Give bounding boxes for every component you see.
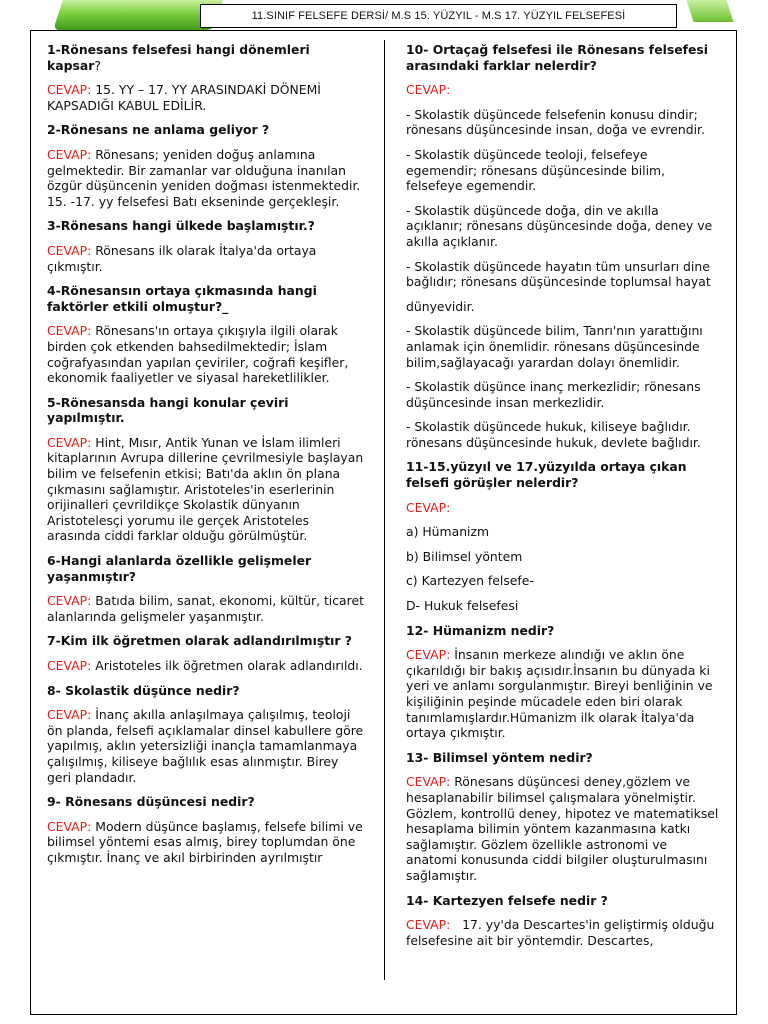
- difference-item: dünyevidir.: [406, 298, 475, 314]
- question-11: 11-15.yüzyıl ve 17.yüzyılda ortaya çıkan felsefi görüşler nelerdir?: [406, 459, 687, 491]
- column-divider: [384, 40, 385, 980]
- decorative-ribbon: [53, 0, 223, 30]
- view-item: a) Hümanizm: [406, 524, 490, 540]
- question-2: 2-Rönesans ne anlama geliyor ?: [47, 122, 270, 138]
- answer-14: CEVAP: 17. yy'da Descartes'in geliştirmiş olduğu felsefesine ait bir yöntemdir. Descartes,: [406, 917, 719, 948]
- answer-7: CEVAP: Aristoteles ilk öğretmen olarak adlandırıldı.: [47, 658, 363, 673]
- answer-3: CEVAP: Rönesans ilk olarak İtalya'da ortaya çıkmıştır.: [47, 242, 317, 274]
- answer-6: CEVAP: Batıda bilim, sanat, ekonomi, kültür, ticaret alanlarında gelişmeler yaşanmıştır.: [47, 593, 364, 624]
- difference-item: - Skolastik düşünce inanç merkezlidir; rönesans düşüncesinde insan merkezlidir.: [406, 379, 701, 410]
- view-item: c) Kartezyen felsefe-: [406, 573, 534, 589]
- view-item: D- Hukuk felsefesi: [406, 598, 519, 614]
- left-column: [47, 42, 365, 875]
- difference-item: - Skolastik düşüncede bilim, Tanrı'nın yarattığını anlamak için önemlidir. rönesans düşüncesinde bilim,sağlayacağı yarardan dolayı önemlidir.: [406, 323, 703, 370]
- difference-item: - Skolastik düşüncede doğa, din ve akılla açıklanır; rönesans düşüncesinde doğa, deney ve akılla açıklanır.: [406, 202, 713, 249]
- answer-5: CEVAP: Hint, Mısır, Antik Yunan ve İslam ilimleri kitaplarının Avrupa dillerine çevrilmesiyle başlayan bilim ve felsefenin etkisi; Batı'da aklın ön plana çıkmasını sağlamıştır. Aristoteles'in eserlerinin orijinalleri çevrildikçe Skolastik dünyanın Aristotelesçi yorumu ile gerçek Aristoteles arasında ciddi farklar olduğu görülmüştür.: [47, 434, 364, 544]
- question-12: 12- Hümanizm nedir?: [406, 622, 555, 638]
- right-column: [406, 42, 719, 957]
- answer-1: CEVAP: 15. YY – 17. YY ARASINDAKİ DÖNEMİ KAPSADIĞI KABUL EDİLİR.: [47, 82, 321, 113]
- question-3: 3-Rönesans hangi ülkede başlamıştır.?: [47, 218, 315, 234]
- question-6: 6-Hangi alanlarda özellikle gelişmeler yaşanmıştır?: [47, 553, 312, 584]
- question-8: 8- Skolastik düşünce nedir?: [47, 682, 240, 698]
- answer-9: CEVAP: Modern düşünce başlamış, felsefe bilimi ve bilimsel yöntemi esas almış, birey toplumdan öne çıkmıştır. İnanç ve akıl birbirinden ayrılmıştır: [47, 818, 363, 865]
- answer-12: CEVAP: İnsanın merkeze alındığı ve aklın öne çıkarıldığı bir bakış açısıdır.İnsanın bu dünyada ki yeri ve anlamı sorgulanmıştır. Bireyi benliğinin ve kişiliğinin peşinde mücadele eden biri olarak tanımlamışlardır.Hümanizm ilk olarak İtalya'da ortaya çıkmıştır.: [406, 647, 713, 741]
- question-9: 9- Rönesans düşüncesi nedir?: [47, 794, 255, 810]
- answer-8: CEVAP: İnanç akılla anlaşılmaya çalışılmış, teoloji ön planda, felsefi açıklamalar dinsel kabullere göre yapılmış, aklın yetersizliği inançla tamamlanmaya çalışılmış, kiliseye bağlılık esas alınmıştır. Birey geri plandadır.: [47, 707, 364, 785]
- difference-item: - Skolastik düşüncede hukuk, kiliseye bağlıdır. rönesans düşüncesinde hukuk, devlete bağlıdır.: [406, 419, 701, 450]
- cevap-label-11: CEVAP:: [406, 499, 451, 515]
- difference-item: - Skolastik düşüncede felsefenin konusu dindir; rönesans düşüncesinde insan, doğa ve evrendir.: [406, 106, 705, 138]
- question-10: 10- Ortaçağ felsefesi ile Rönesans felsefesi arasındaki farklar nelerdir?: [406, 42, 709, 73]
- answer-13: CEVAP: Rönesans düşüncesi deney,gözlem ve hesaplanabilir bilimsel çalışmalara yönelmiştir. Gözlem, kontrollü deney, hipotez ve matematiksel hesaplama bilimin yöntem kazanmasına katkı sağlamıştır. Gözlem özellikle astronomi ve anatomi konusunda ciddi bilgiler oluşturulmasını sağlamıştır.: [406, 774, 719, 883]
- question-14: 14- Kartezyen felsefe nedir ?: [406, 892, 608, 908]
- question-7: 7-Kim ilk öğretmen olarak adlandırılmıştır ?: [47, 633, 352, 649]
- decorative-ribbon-right: [686, 0, 733, 22]
- question-1: 1-Rönesans felsefesi hangi dönemleri kapsar?: [47, 42, 310, 73]
- cevap-label-10: CEVAP:: [406, 82, 451, 98]
- view-item: b) Bilimsel yöntem: [406, 548, 523, 564]
- page-title: 11.SINIF FELSEFE DERSİ/ M.S 15. YÜZYIL - M.S 17. YÜZYIL FELSEFESİ: [200, 4, 677, 28]
- question-13: 13- Bilimsel yöntem nedir?: [406, 749, 593, 765]
- answer-2: CEVAP: Rönesans; yeniden doğuş anlamına gelmektedir. Bir zamanlar var olduğuna inanılan özgür düşüncenin yeniden doğması istenmektedir. 15. -17. yy felsefesi Batı ekseninde gerçekleşir.: [47, 146, 361, 209]
- difference-item: - Skolastik düşüncede hayatın tüm unsurları dine bağlıdır; rönesans düşüncesinde toplumsal hayat: [406, 258, 711, 290]
- question-5: 5-Rönesansda hangi konular çeviri yapılmıştır.: [47, 394, 289, 426]
- answer-4: CEVAP: Rönesans'ın ortaya çıkışıyla ilgili olarak birden çok etkenden bahsedilmektedir; İslam coğrafyasından yapılan çeviriler, coğrafi keşifler, ekonomik faaliyetler ve siyasal hareketlilikler.: [47, 323, 349, 386]
- question-4: 4-Rönesansın ortaya çıkmasında hangi faktörler etkili olmuştur?_: [47, 283, 317, 314]
- difference-item: - Skolastik düşüncede teoloji, felsefeye egemendir; rönesans düşüncesinde bilim, felsefeye egemendir.: [406, 146, 666, 194]
